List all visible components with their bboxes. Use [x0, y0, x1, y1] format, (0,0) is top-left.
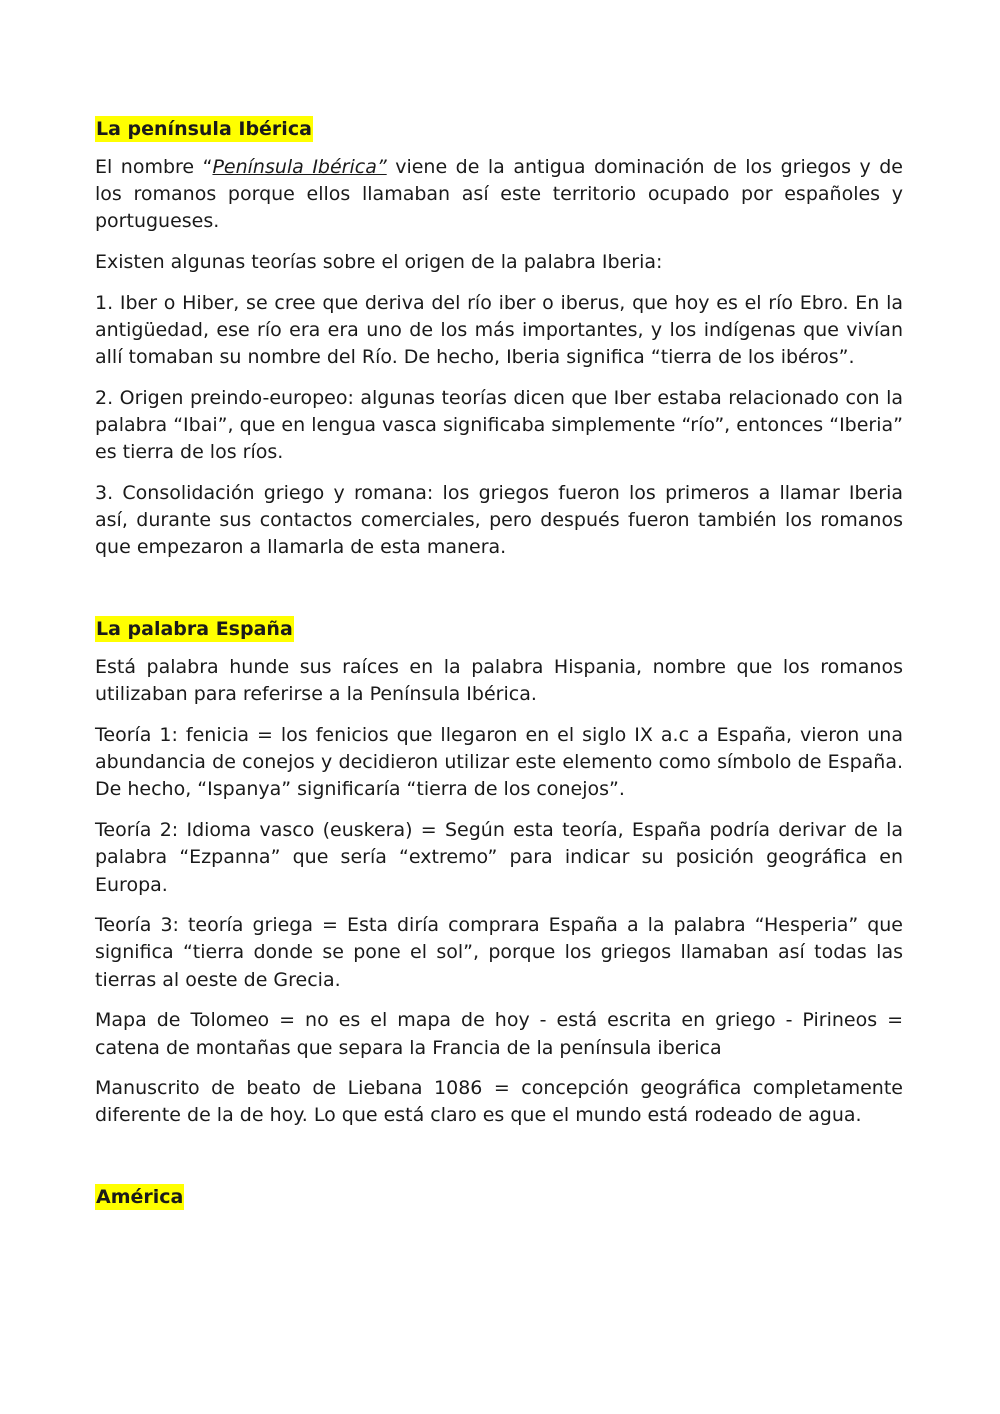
paragraph-teorias-intro: Existen algunas teorías sobre el origen de la palabra Iberia:	[95, 251, 663, 274]
paragraph-nombre	[95, 154, 903, 236]
term-peninsula-iberica: Península Ibérica”	[212, 156, 387, 178]
paragraph-teoria-griega: Teoría 3: teoría griega = Esta diría comprara España a la palabra “Hesperia” que significa “tierra donde se pone el sol”, porque los griegos llamaban así todas las tierras al oeste de Grecia.	[95, 914, 903, 991]
section-heading-america: América	[96, 1186, 184, 1209]
paragraph-mapa-tolomeo: Mapa de Tolomeo = no es el mapa de hoy - está escrita en griego - Pirineos = catena de montañas que separa la Francia de la península iberica	[95, 1009, 903, 1059]
section-spacer	[95, 575, 903, 616]
section-heading-peninsula: La península Ibérica	[96, 118, 312, 140]
paragraph-nombre-start: El nombre “	[95, 156, 213, 178]
paragraph-teoria-iber: 1. Iber o Hiber, se cree que deriva del río iber o iberus, que hoy es el río Ebro. En la antigüedad, ese río era era uno de los más importantes, y los indígenas que vivían allí tomaban su nombre del Río. De hecho, Iberia significa “tierra de los ibéros”.	[95, 291, 903, 369]
document-page	[95, 116, 903, 1222]
section-heading-peninsula-wrap	[95, 116, 903, 143]
section-heading-america-wrap	[95, 1184, 903, 1211]
section-heading-espana: La palabra España	[96, 618, 293, 641]
paragraph-teoria-consolidacion: 3. Consolidación griego y romana: los griegos fueron los primeros a llamar Iberia así, durante sus contactos comerciales, pero después fueron también los romanos que empezaron a llamarla de esta manera.	[95, 482, 903, 559]
paragraph-teoria-preindoeuropeo: 2. Origen preindo-europeo: algunas teorías dicen que Iber estaba relacionado con la palabra “Ibai”, que en lengua vasca significaba simplemente “río”, entonces “Iberia” es tierra de los ríos.	[95, 386, 903, 464]
paragraph-nombre-rest: viene de la antigua dominación de los griegos y de los romanos porque ellos llamaban así este territorio ocupado por españoles y portugueses.	[95, 156, 903, 233]
paragraph-hispania: Está palabra hunde sus raíces en la palabra Hispania, nombre que los romanos utilizaban para referirse a la Península Ibérica.	[95, 656, 903, 706]
paragraph-teoria-vasco: Teoría 2: Idioma vasco (euskera) = Según esta teoría, España podría derivar de la palabra “Ezpanna” que sería “extremo” para indicar su posición geográfica en Europa.	[95, 819, 903, 896]
section-heading-espana-wrap	[95, 616, 903, 643]
section-spacer	[95, 1143, 903, 1184]
paragraph-teoria-fenicia: Teoría 1: fenicia = los fenicios que llegaron en el siglo IX a.c a España, vieron una abundancia de conejos y decidieron utilizar este elemento como símbolo de España. De hecho, “Ispanya” significaría “tierra de los conejos”.	[95, 724, 903, 801]
paragraph-manuscrito-beato: Manuscrito de beato de Liebana 1086 = concepción geográfica completamente diferente de la de hoy. Lo que está claro es que el mundo está rodeado de agua.	[95, 1077, 903, 1127]
